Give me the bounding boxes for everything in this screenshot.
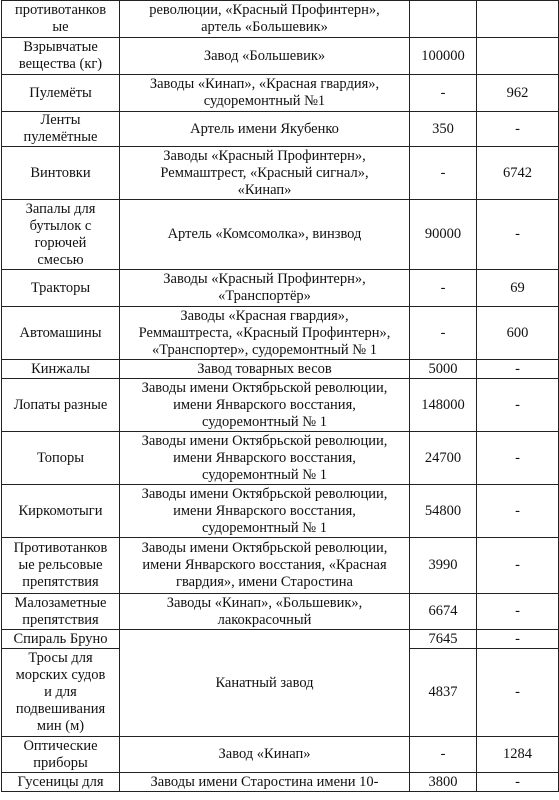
- producer-cell: Заводы имени Октябрьской революции, имени Январского восстания, судоремонтный № 1: [120, 485, 410, 538]
- item-cell: Топоры: [2, 432, 120, 485]
- item-cell: Гусеницы для: [2, 773, 120, 792]
- producer-cell: Заводы «Красная гвардия», Реммаштреста, «Красный Профинтерн», «Транспортер», судоремонтный № 1: [120, 307, 410, 360]
- value-cell-2: 69: [477, 270, 559, 307]
- producer-cell: Завод «Большевик»: [120, 38, 410, 75]
- item-cell: Лопаты разные: [2, 379, 120, 432]
- value-cell-1: 3990: [410, 538, 477, 594]
- value-cell-1: 5000: [410, 360, 477, 379]
- value-cell-1: 4837: [410, 649, 477, 737]
- item-cell: Автомашины: [2, 307, 120, 360]
- producer-cell: Заводы «Кинап», «Большевик», лакокрасочный: [120, 594, 410, 630]
- item-cell: Противотанков ые рельсовые препятствия: [2, 538, 120, 594]
- producer-cell: революции, «Красный Профинтерн», артель «Большевик»: [120, 1, 410, 38]
- table-row: [2, 200, 559, 270]
- value-cell-1: -: [410, 270, 477, 307]
- table-row: [2, 538, 559, 594]
- value-cell-1: 6674: [410, 594, 477, 630]
- value-cell-2: -: [477, 360, 559, 379]
- value-cell-2: [477, 1, 559, 38]
- value-cell-2: -: [477, 485, 559, 538]
- item-cell: противотанков ые: [2, 1, 120, 38]
- producer-cell: Заводы «Красный Профинтерн», Реммаштрест, «Красный сигнал», «Кинап»: [120, 147, 410, 200]
- value-cell-1: -: [410, 147, 477, 200]
- value-cell-2: -: [477, 594, 559, 630]
- value-cell-2: -: [477, 773, 559, 792]
- value-cell-2: -: [477, 200, 559, 270]
- producer-cell: Артель «Комсомолка», винзвод: [120, 200, 410, 270]
- item-cell: Пулемёты: [2, 75, 120, 112]
- table-row: [2, 38, 559, 75]
- value-cell-1: -: [410, 737, 477, 773]
- producer-cell: Завод товарных весов: [120, 360, 410, 379]
- item-cell: Тросы для морских судов и для подвешивания мин (м): [2, 649, 120, 737]
- table-row: [2, 773, 559, 792]
- table-row: [2, 147, 559, 200]
- value-cell-1: -: [410, 307, 477, 360]
- item-cell: Спираль Бруно: [2, 630, 120, 649]
- producer-cell: Артель имени Якубенко: [120, 112, 410, 147]
- producer-cell: Заводы имени Октябрьской революции, имени Январского восстания, судоремонтный № 1: [120, 432, 410, 485]
- value-cell-1: -: [410, 75, 477, 112]
- table-row: [2, 594, 559, 630]
- table-row: [2, 1, 559, 38]
- value-cell-1: 24700: [410, 432, 477, 485]
- table-row: [2, 737, 559, 773]
- table-row: [2, 432, 559, 485]
- value-cell-2: [477, 38, 559, 75]
- table-row: [2, 75, 559, 112]
- table-row: [2, 307, 559, 360]
- value-cell-2: -: [477, 538, 559, 594]
- item-cell: Кинжалы: [2, 360, 120, 379]
- value-cell-2: -: [477, 432, 559, 485]
- producer-cell: Канатный завод: [120, 630, 410, 737]
- producer-cell: Заводы имени Октябрьской революции, имени Январского восстания, судоремонтный № 1: [120, 379, 410, 432]
- value-cell-2: 1284: [477, 737, 559, 773]
- value-cell-1: 54800: [410, 485, 477, 538]
- value-cell-1: 350: [410, 112, 477, 147]
- table-row: [2, 485, 559, 538]
- value-cell-2: -: [477, 379, 559, 432]
- producer-cell: Заводы «Красный Профинтерн», «Транспортёр»: [120, 270, 410, 307]
- producer-cell: Заводы имени Старостина имени 10-: [120, 773, 410, 792]
- item-cell: Малозаметные препятствия: [2, 594, 120, 630]
- item-cell: Тракторы: [2, 270, 120, 307]
- producer-cell: Заводы «Кинап», «Красная гвардия», судоремонтный №1: [120, 75, 410, 112]
- value-cell-1: 90000: [410, 200, 477, 270]
- value-cell-1: 148000: [410, 379, 477, 432]
- item-cell: Оптические приборы: [2, 737, 120, 773]
- value-cell-2: 600: [477, 307, 559, 360]
- value-cell-2: 6742: [477, 147, 559, 200]
- value-cell-2: 962: [477, 75, 559, 112]
- value-cell-2: -: [477, 649, 559, 737]
- table-row: [2, 360, 559, 379]
- item-cell: Взрывчатые вещества (кг): [2, 38, 120, 75]
- value-cell-1: 3800: [410, 773, 477, 792]
- item-cell: Ленты пулемётные: [2, 112, 120, 147]
- production-table: [1, 0, 559, 792]
- value-cell-2: -: [477, 630, 559, 649]
- producer-cell: Заводы имени Октябрьской революции, имени Январского восстания, «Красная гвардия», имени Старостина: [120, 538, 410, 594]
- item-cell: Запалы для бутылок с горючей смесью: [2, 200, 120, 270]
- item-cell: Киркомотыги: [2, 485, 120, 538]
- value-cell-2: -: [477, 112, 559, 147]
- table-row: [2, 112, 559, 147]
- value-cell-1: 7645: [410, 630, 477, 649]
- producer-cell: Завод «Кинап»: [120, 737, 410, 773]
- item-cell: Винтовки: [2, 147, 120, 200]
- value-cell-1: [410, 1, 477, 38]
- value-cell-1: 100000: [410, 38, 477, 75]
- table-row: [2, 630, 559, 649]
- table-row: [2, 379, 559, 432]
- table-row: [2, 270, 559, 307]
